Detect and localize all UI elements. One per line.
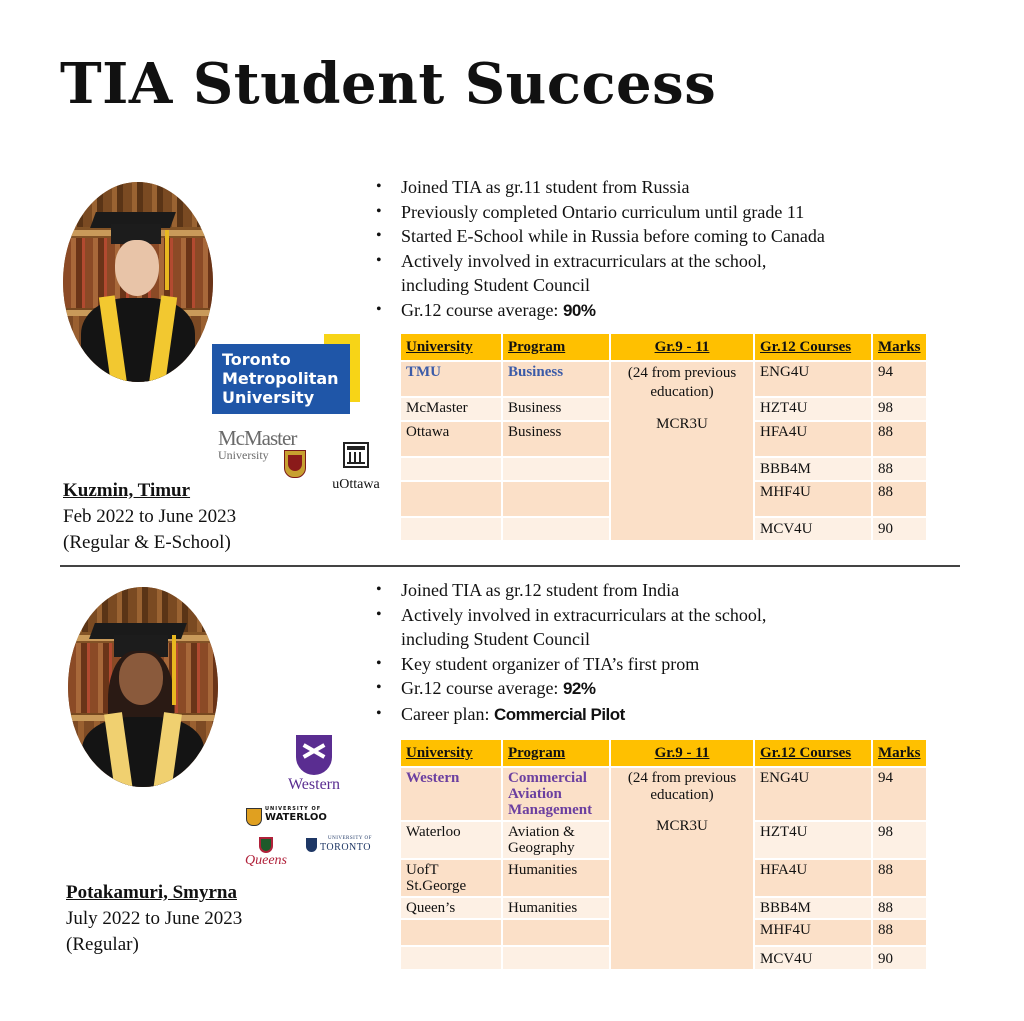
cell-course: HFA4U	[755, 860, 871, 896]
cell-university: Ottawa	[401, 422, 501, 456]
cell-university: TMU	[401, 362, 501, 396]
cell-gr9-11	[611, 768, 753, 969]
cell-program	[503, 482, 609, 516]
mcmaster-logo	[218, 428, 313, 480]
waterloo-logo-text: WATERLOO	[265, 812, 327, 823]
cell-program: Business	[503, 422, 609, 456]
cell-mark: 88	[873, 860, 926, 896]
highlight-item: • Started E-School while in Russia before coming to Canada	[370, 224, 825, 249]
cell-program	[503, 458, 609, 480]
gr9-11-note: (24 from previous education)	[627, 365, 737, 400]
col-header-gr9-11: Gr.9 - 11	[611, 740, 753, 766]
student-mode: (Regular & E-School)	[63, 532, 231, 553]
cell-program: Humanities	[503, 860, 609, 896]
cell-mark: 90	[873, 518, 926, 540]
uoft-crest-icon	[306, 838, 317, 852]
table-row	[401, 768, 926, 820]
col-header-university: University	[401, 740, 501, 766]
queens-logo-text: Queens	[245, 853, 287, 868]
col-header-program: Program	[503, 334, 609, 360]
cell-university: UofT St.George	[401, 860, 501, 896]
western-crest-icon	[296, 735, 332, 775]
grades-table	[399, 738, 928, 971]
uottawa-logo	[324, 442, 388, 494]
cell-course: HZT4U	[755, 822, 871, 858]
cell-university	[401, 518, 501, 540]
cell-university	[401, 458, 501, 480]
highlight-item: • Joined TIA as gr.12 student from India	[370, 578, 821, 603]
uoft-logo-text: UNIVERSITY OF	[328, 836, 372, 841]
col-header-gr9-11: Gr.9 - 11	[611, 334, 753, 360]
tmu-logo-text: Toronto	[222, 350, 291, 369]
highlight-item: • Key student organizer of TIA’s first prom	[370, 652, 821, 677]
cell-university: Queen’s	[401, 898, 501, 918]
cell-program	[503, 518, 609, 540]
cell-university	[401, 482, 501, 516]
student-dates: Feb 2022 to June 2023	[63, 506, 237, 527]
cell-program	[503, 920, 609, 945]
cell-program: Business	[503, 362, 609, 396]
student-info	[66, 880, 242, 958]
page-title: TIA Student Success	[60, 51, 717, 117]
section-divider	[60, 565, 960, 567]
cell-university: Waterloo	[401, 822, 501, 858]
cell-course: ENG4U	[755, 362, 871, 396]
cell-course: ENG4U	[755, 768, 871, 820]
average-value: 92%	[562, 679, 596, 698]
cell-course: MCV4U	[755, 518, 871, 540]
grades-table	[399, 332, 928, 542]
student-highlights	[370, 578, 821, 727]
highlight-item: • Actively involved in extracurriculars at the school, including Student Council	[370, 249, 821, 298]
col-header-gr12-courses: Gr.12 Courses	[755, 740, 871, 766]
student-highlights	[370, 175, 825, 323]
student-name: Kuzmin, Timur	[63, 480, 191, 501]
highlight-item: • Previously completed Ontario curriculum until grade 11	[370, 200, 825, 225]
western-logo	[282, 735, 346, 803]
uoft-logo	[306, 832, 378, 858]
cell-mark: 98	[873, 822, 926, 858]
average-value: 90%	[562, 300, 596, 320]
cell-course: MCV4U	[755, 947, 871, 969]
highlight-item-career	[370, 702, 821, 728]
cell-university	[401, 947, 501, 969]
student-dates: July 2022 to June 2023	[66, 908, 243, 929]
student-photo	[63, 182, 213, 382]
cell-program: Aviation & Geography	[503, 822, 609, 858]
cell-course: BBB4M	[755, 898, 871, 918]
cell-mark: 88	[873, 482, 926, 516]
mcmaster-logo-text: McMaster	[218, 426, 297, 450]
cell-mark: 94	[873, 768, 926, 820]
average-label: Gr.12 course average:	[401, 299, 563, 320]
student-name: Potakamuri, Smyrna	[66, 882, 237, 903]
queens-logo	[240, 837, 292, 873]
gr9-11-course: MCR3U	[656, 818, 708, 834]
col-header-marks: Marks	[873, 740, 926, 766]
cell-program	[503, 947, 609, 969]
tmu-logo	[212, 334, 362, 416]
waterloo-crest-icon	[246, 808, 262, 826]
mcmaster-logo-text: University	[218, 448, 269, 462]
cell-course: HFA4U	[755, 422, 871, 456]
tmu-logo-text: Metropolitan	[222, 369, 339, 388]
cell-university	[401, 920, 501, 945]
col-header-marks: Marks	[873, 334, 926, 360]
cell-university: McMaster	[401, 398, 501, 420]
gr9-11-note: (24 from previous education)	[627, 770, 737, 803]
cell-university: Western	[401, 768, 501, 820]
mcmaster-crest-icon	[284, 450, 306, 478]
highlight-item: • Actively involved in extracurriculars at the school, including Student Council	[370, 603, 821, 652]
highlight-item-average	[370, 676, 821, 702]
cell-program: Business	[503, 398, 609, 420]
career-value: Commercial Pilot	[493, 704, 625, 724]
queens-crest-icon	[259, 837, 273, 853]
waterloo-logo-text: UNIVERSITY OF	[265, 806, 322, 812]
student-info	[63, 478, 236, 556]
cell-mark: 88	[873, 898, 926, 918]
student-photo	[68, 587, 218, 787]
uottawa-logo-text: uOttawa	[332, 477, 380, 492]
cell-mark: 88	[873, 422, 926, 456]
cell-program: Commercial Aviation Management	[503, 768, 609, 820]
waterloo-logo	[246, 806, 336, 826]
col-header-program: Program	[503, 740, 609, 766]
cell-mark: 88	[873, 458, 926, 480]
building-icon	[343, 442, 369, 468]
cell-gr9-11	[611, 362, 753, 540]
col-header-university: University	[401, 334, 501, 360]
tmu-logo-text: University	[222, 388, 315, 407]
cell-course: HZT4U	[755, 398, 871, 420]
cell-course: BBB4M	[755, 458, 871, 480]
western-logo-text: Western	[287, 776, 341, 793]
highlight-item: • Joined TIA as gr.11 student from Russia	[370, 175, 825, 200]
col-header-gr12-courses: Gr.12 Courses	[755, 334, 871, 360]
uoft-logo-text: TORONTO	[320, 842, 371, 853]
cell-mark: 90	[873, 947, 926, 969]
table-row	[401, 362, 926, 396]
cell-mark: 88	[873, 920, 926, 945]
cell-program: Humanities	[503, 898, 609, 918]
gr9-11-course: MCR3U	[656, 416, 708, 432]
cell-mark: 98	[873, 398, 926, 420]
student-mode: (Regular)	[66, 934, 139, 955]
cell-course: MHF4U	[755, 482, 871, 516]
cell-mark: 94	[873, 362, 926, 396]
average-label: Gr.12 course average:	[401, 678, 563, 698]
highlight-item-average	[370, 298, 825, 324]
career-label: Career plan:	[401, 703, 494, 724]
cell-course: MHF4U	[755, 920, 871, 945]
